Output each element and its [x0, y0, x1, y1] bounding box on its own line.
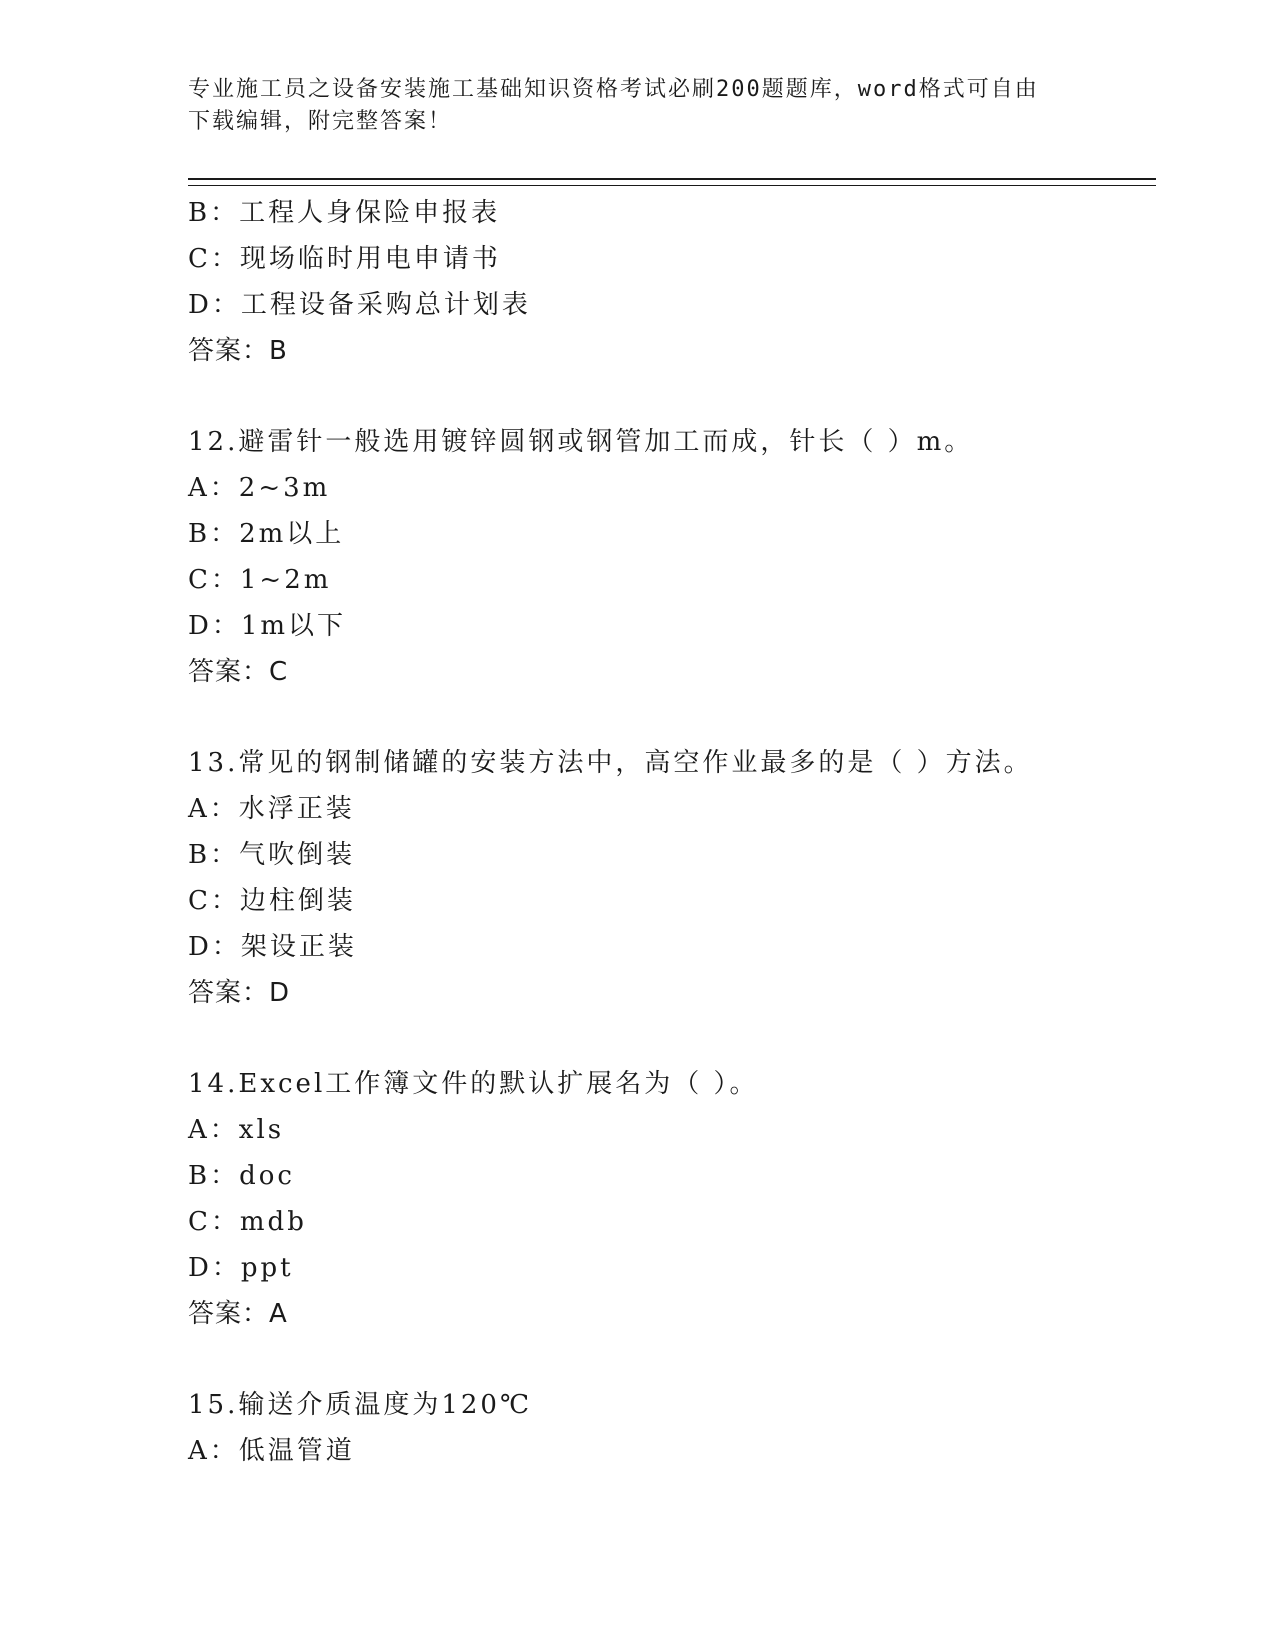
question-text: 13.常见的钢制储罐的安装方法中，高空作业最多的是（ ）方法。: [188, 748, 1033, 778]
option-a: A：水浮正装: [188, 794, 355, 824]
answer-line: 答案：D: [188, 978, 291, 1008]
option-d: D：工程设备采购总计划表: [188, 290, 531, 320]
question-text: 15.输送介质温度为120℃: [188, 1390, 533, 1420]
option-d: D：架设正装: [188, 932, 357, 962]
question-text: 12.避雷针一般选用镀锌圆钢或钢管加工而成，针长（ ）m。: [188, 427, 974, 457]
option-a: A：2~3m: [188, 473, 331, 503]
question-block-11: [188, 190, 1156, 374]
answer-line: 答案：B: [188, 336, 288, 366]
option-b: B：2m以上: [188, 519, 345, 549]
spacer: [188, 695, 1156, 740]
option-d: D：1m以下: [188, 611, 347, 641]
document-header: [188, 74, 1088, 138]
option-c: C：现场临时用电申请书: [188, 244, 501, 274]
answer-line: 答案：C: [188, 657, 289, 687]
question-list: [188, 190, 1156, 1474]
option-a: A：低温管道: [188, 1436, 355, 1466]
question-block-12: [188, 419, 1156, 695]
question-block-14: [188, 1061, 1156, 1337]
header-title-line-2: 下载编辑，附完整答案！: [188, 109, 453, 134]
question-block-15: [188, 1382, 1156, 1474]
option-c: C：1~2m: [188, 565, 332, 595]
spacer: [188, 1016, 1156, 1061]
question-text: 14.Excel工作簿文件的默认扩展名为（ ）。: [188, 1069, 759, 1099]
option-b: B：工程人身保险申报表: [188, 198, 501, 228]
option-b: B：气吹倒装: [188, 840, 356, 870]
header-title-line-1: 专业施工员之设备安装施工基础知识资格考试必刷200题题库，word格式可自由: [188, 77, 1039, 102]
question-block-13: [188, 740, 1156, 1016]
option-d: D：ppt: [188, 1253, 294, 1283]
spacer: [188, 374, 1156, 419]
spacer: [188, 1337, 1156, 1382]
answer-line: 答案：A: [188, 1299, 288, 1329]
option-b: B：doc: [188, 1161, 295, 1191]
option-c: C：mdb: [188, 1207, 307, 1237]
option-a: A：xls: [188, 1115, 285, 1145]
header-divider: [188, 178, 1156, 186]
option-c: C：边柱倒装: [188, 886, 356, 916]
